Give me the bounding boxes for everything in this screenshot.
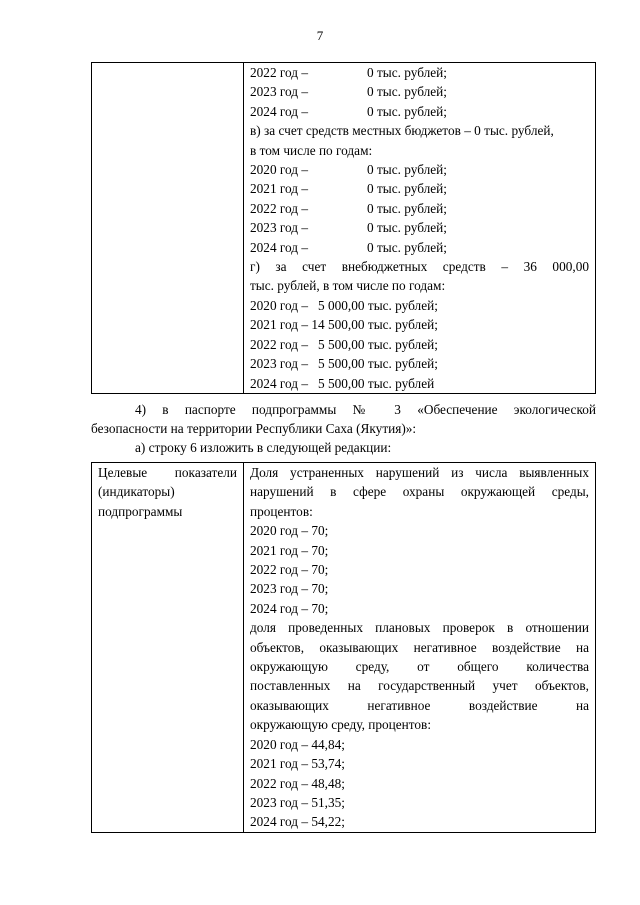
- indicator-1-value: 2021 год – 70;: [250, 542, 329, 558]
- indicator-2-value: 2020 год – 44,84;: [250, 736, 345, 752]
- indicators-label-cell: Целевые показатели (индикаторы) подпрограммы: [92, 463, 244, 833]
- local-budget-intro-2: в том числе по годам:: [250, 142, 373, 158]
- extra-budget-intro-2: тыс. рублей, в том числе по годам:: [250, 278, 446, 294]
- funding-row: 2021 год – 0 тыс. рублей;: [250, 181, 447, 197]
- indicators-value-cell: [244, 463, 596, 833]
- paragraph-4: 4) в паспорте подпрограммы № 3 «Обеспечение экологической безопасности на территории Республики Саха (Якутия)»:: [91, 402, 596, 437]
- funding-row: 2024 год – 0 тыс. рублей;: [250, 103, 447, 119]
- indicators-table: [91, 462, 596, 833]
- indicator-2-value: 2021 год – 53,74;: [250, 756, 345, 772]
- funding-row: 2020 год – 0 тыс. рублей;: [250, 162, 447, 178]
- extra-row: 2023 год – 5 500,00 тыс. рублей;: [250, 356, 438, 372]
- extra-budget-intro: г) за счет внебюджетных средств – 36 000,00: [250, 259, 589, 275]
- page-number: 7: [316, 28, 324, 43]
- indicator-2-value: 2024 год – 54,22;: [250, 814, 345, 830]
- indicator-2-text: окружающую среду, от общего количества: [250, 659, 589, 675]
- funding-row: 2023 год – 0 тыс. рублей;: [250, 220, 447, 236]
- funding-row: 2024 год – 0 тыс. рублей;: [250, 239, 447, 255]
- indicator-1-text: нарушений в сфере охраны окружающей среды,: [250, 484, 589, 500]
- indicator-2-text: оказывающих негативное воздействие на: [250, 697, 589, 713]
- indicator-1-text: Доля устраненных нарушений из числа выявленных: [250, 465, 589, 480]
- indicator-1-value: 2022 год – 70;: [250, 562, 329, 578]
- indicator-1-value: 2024 год – 70;: [250, 600, 329, 616]
- local-budget-intro: в) за счет средств местных бюджетов – 0 тыс. рублей,: [250, 123, 554, 139]
- paragraph-a: а) строку 6 изложить в следующей редакции:: [135, 440, 392, 455]
- extra-row: 2024 год – 5 500,00 тыс. рублей: [250, 375, 435, 391]
- indicator-2-text: доля проведенных плановых проверок в отношении: [250, 620, 589, 636]
- indicator-1-text: процентов:: [250, 503, 313, 519]
- extra-row: 2021 год – 14 500,00 тыс. рублей;: [250, 317, 438, 333]
- indicator-1-value: 2023 год – 70;: [250, 581, 329, 597]
- indicator-2-value: 2023 год – 51,35;: [250, 794, 345, 810]
- funding-table-left-cell: [92, 63, 244, 394]
- indicator-2-text: окружающую среду, процентов:: [250, 717, 432, 733]
- extra-row: 2020 год – 5 000,00 тыс. рублей;: [250, 297, 438, 313]
- funding-table-right-cell: [244, 63, 596, 394]
- funding-table: [91, 62, 596, 394]
- funding-row: 2023 год – 0 тыс. рублей;: [250, 84, 447, 100]
- indicator-2-text: поставленных на государственный учет объектов,: [250, 678, 589, 694]
- funding-row: 2022 год – 0 тыс. рублей;: [250, 65, 447, 80]
- indicator-2-text: объектов, оказывающих негативное воздействие на: [250, 639, 589, 655]
- indicator-1-value: 2020 год – 70;: [250, 523, 329, 539]
- funding-row: 2022 год – 0 тыс. рублей;: [250, 200, 447, 216]
- extra-row: 2022 год – 5 500,00 тыс. рублей;: [250, 336, 438, 352]
- indicator-2-value: 2022 год – 48,48;: [250, 775, 345, 791]
